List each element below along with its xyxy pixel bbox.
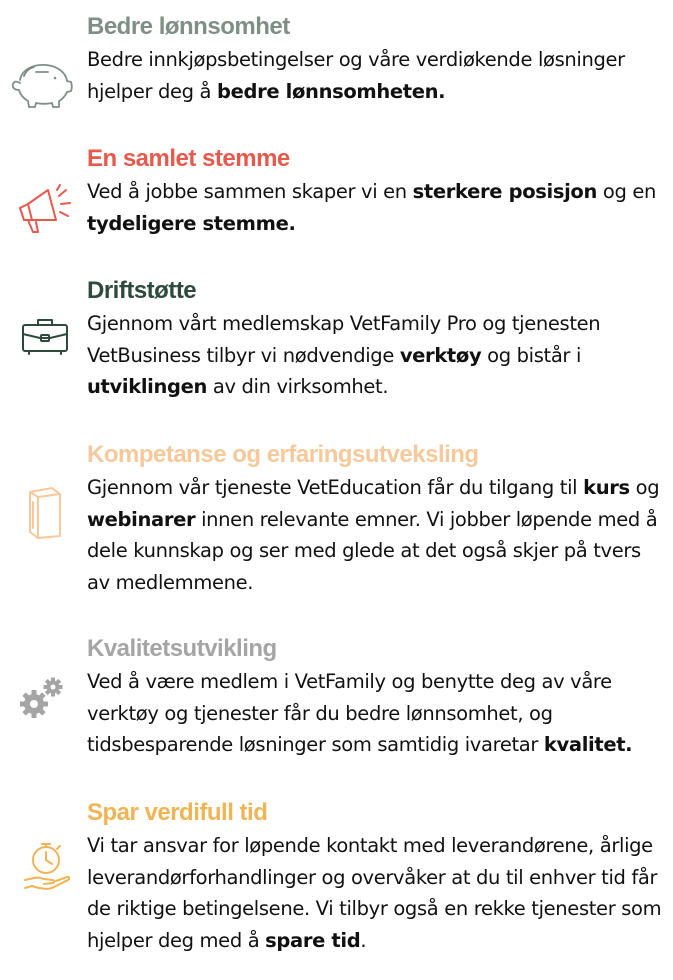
book-icon bbox=[22, 484, 66, 540]
section-text: Bedre innkjøpsbetingelser og våre verdiøkende løsninger hjelper deg å bedre lønnsomheten. bbox=[87, 48, 625, 103]
section-title: Spar verdifull tid bbox=[87, 799, 268, 826]
section-text: Gjennom vår tjeneste VetEducation får du tilgang til kurs og webinarer innen relevante emner. Vi jobber løpende med å dele kunnskap og ser med glede at det også skjer på tvers av medlemmene. bbox=[87, 476, 660, 594]
section-title: Kompetanse og erfaringsutveksling bbox=[87, 441, 479, 468]
gears-icon bbox=[18, 674, 66, 722]
stopwatch-hand-icon bbox=[22, 838, 74, 894]
section-text: Ved å jobbe sammen skaper vi en sterkere posisjon og en tydeligere stemme. bbox=[87, 180, 656, 235]
section-title: En samlet stemme bbox=[87, 145, 290, 172]
section-text: Vi tar ansvar for løpende kontakt med leverandørene, årlige leverandørforhandlinger og overvåker at du til enhver tid får de riktige betingelsene. Vi tilbyr også en rekke tjenester som hjelper deg med å spare tid. bbox=[87, 834, 662, 952]
section-title: Kvalitetsutvikling bbox=[87, 635, 277, 662]
briefcase-icon bbox=[20, 316, 72, 356]
section-title: Bedre lønnsomhet bbox=[87, 13, 290, 40]
piggy-bank-icon bbox=[6, 54, 76, 114]
section-text: Ved å være medlem i VetFamily og benytte deg av våre verktøy og tjenester får du bedre lønnsomhet, og tidsbesparende løsninger som samtidig ivaretar kvalitet. bbox=[87, 670, 633, 756]
megaphone-icon bbox=[14, 182, 72, 238]
section-text: Gjennom vårt medlemskap VetFamily Pro og tjenesten VetBusiness tilbyr vi nødvendige verktøy og bistår i utviklingen av din virksomhet. bbox=[87, 312, 601, 398]
section-title: Driftstøtte bbox=[87, 277, 197, 304]
